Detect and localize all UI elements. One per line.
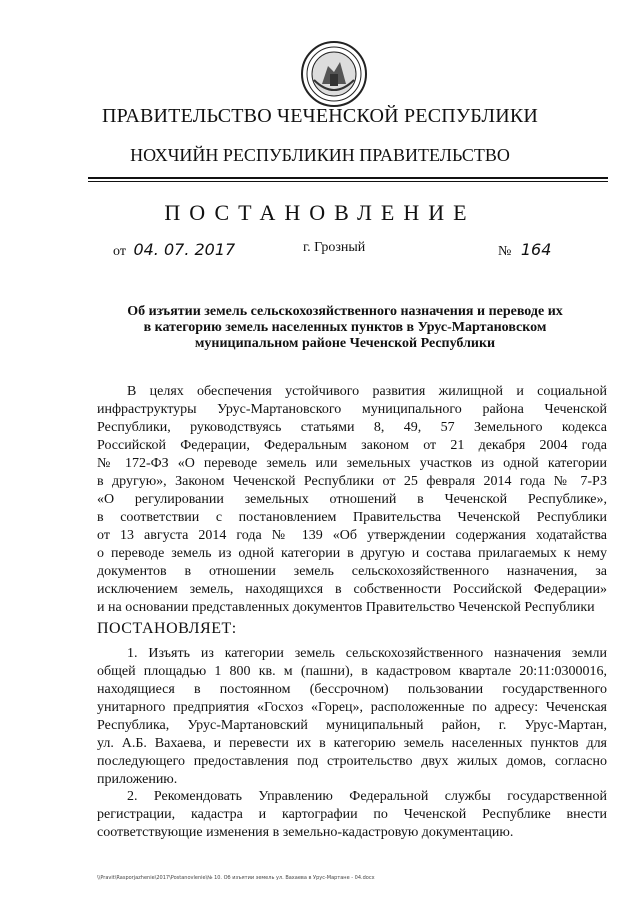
decree-item-1	[97, 645, 607, 789]
preamble-paragraph	[97, 383, 607, 617]
date-value-handwritten: 04. 07. 2017	[133, 240, 236, 259]
text-line: инфраструктуры Урус-Мартановского муниципального района Чеченской	[97, 402, 607, 417]
text-line: «О регулировании земельных отношений в Чеченской Республике»,	[97, 492, 607, 507]
text-line: № 172-ФЗ «О переводе земель или земельных участков из одной категории	[97, 456, 607, 471]
government-name-chechen: НОХЧИЙН РЕСПУБЛИКИН ПРАВИТЕЛЬСТВО	[130, 145, 510, 165]
header-divider-thin	[88, 181, 608, 182]
text-line: регистрации, кадастра и картографии по Чеченской Республике внести	[97, 807, 607, 822]
text-line: ул. А.Б. Вахаева, и перевести их в категорию земель населенных пунктов для	[97, 736, 607, 751]
number-value-handwritten: 164	[520, 240, 552, 259]
file-path-footer: \\Pravit\Rasporjazhenie\2017\Postanovlenie\№ 10. Об изъятии земель ул. Вахаева в Урус-Мартане - 04.docx	[97, 875, 375, 881]
document-type-title: ПОСТАНОВЛЕНИЕ	[164, 200, 476, 225]
heading-line: в категорию земель населенных пунктов в Урус-Мартановском	[143, 320, 547, 335]
text-line: унитарного предприятия «Госхоз «Горец», расположенные по адресу: Чеченская	[97, 700, 607, 715]
text-line: 2. Рекомендовать Управлению Федеральной службы государственной	[127, 789, 607, 804]
text-line: от 13 августа 2014 года № 139 «Об утверждении содержания ходатайства	[97, 528, 607, 543]
text-line: исключением земель, находящихся в собственности Российской Федерации»	[97, 582, 607, 597]
decree-word: ПОСТАНОВЛЯЕТ:	[97, 620, 237, 637]
document-number	[498, 240, 551, 260]
text-line: находящиеся в постоянном (бессрочном) пользовании государственного	[97, 682, 607, 697]
text-line: приложению.	[97, 772, 178, 787]
text-line: в другую», Законом Чеченской Республики от 25 февраля 2014 года № 7-РЗ	[97, 474, 607, 489]
heading-line: муниципальном районе Чеченской Республики	[194, 336, 496, 351]
coat-of-arms-emblem	[300, 40, 368, 108]
heading-line: Об изъятии земель сельскохозяйственного назначения и переводе их	[127, 304, 563, 319]
date-prefix: от	[113, 244, 126, 259]
text-line: В целях обеспечения устойчивого развития жилищной и социальной	[127, 384, 607, 399]
government-name-russian: ПРАВИТЕЛЬСТВО ЧЕЧЕНСКОЙ РЕСПУБЛИКИ	[101, 105, 539, 127]
text-line: общей площадью 1 800 кв. м (пашни), в кадастровом квартале 20:11:0300016,	[97, 664, 607, 679]
text-line: Республика, Урус-Мартановский муниципальный район, г. Урус-Мартан,	[97, 718, 607, 733]
header-divider-thick	[88, 177, 608, 179]
number-prefix: №	[498, 244, 512, 259]
text-line: документов в отношении земель сельскохозяйственного назначения, за	[97, 564, 607, 579]
text-line: и на основании представленных документов Правительство Чеченской Республики	[97, 600, 595, 615]
text-line: о переводе земель из одной категории в другую и состава прилагаемых к нему	[97, 546, 607, 561]
document-heading	[100, 304, 590, 352]
text-line: в соответствии с постановлением Правительства Чеченской Республики	[97, 510, 607, 525]
document-date	[113, 240, 235, 260]
document-city: г. Грозный	[303, 240, 366, 255]
text-line: Российской Федерации, Федеральным законом от 21 декабря 2004 года	[97, 438, 607, 453]
text-line: последующего предоставления под строительство двух жилых домов, согласно	[97, 754, 607, 769]
text-line: 1. Изъять из категории земель сельскохозяйственного назначения земли	[127, 646, 607, 661]
text-line: соответствующие изменения в земельно-кадастровую документацию.	[97, 825, 514, 840]
decree-item-2	[97, 788, 607, 842]
text-line: Республики, руководствуясь статьями 8, 49, 57 Земельного кодекса	[97, 420, 607, 435]
